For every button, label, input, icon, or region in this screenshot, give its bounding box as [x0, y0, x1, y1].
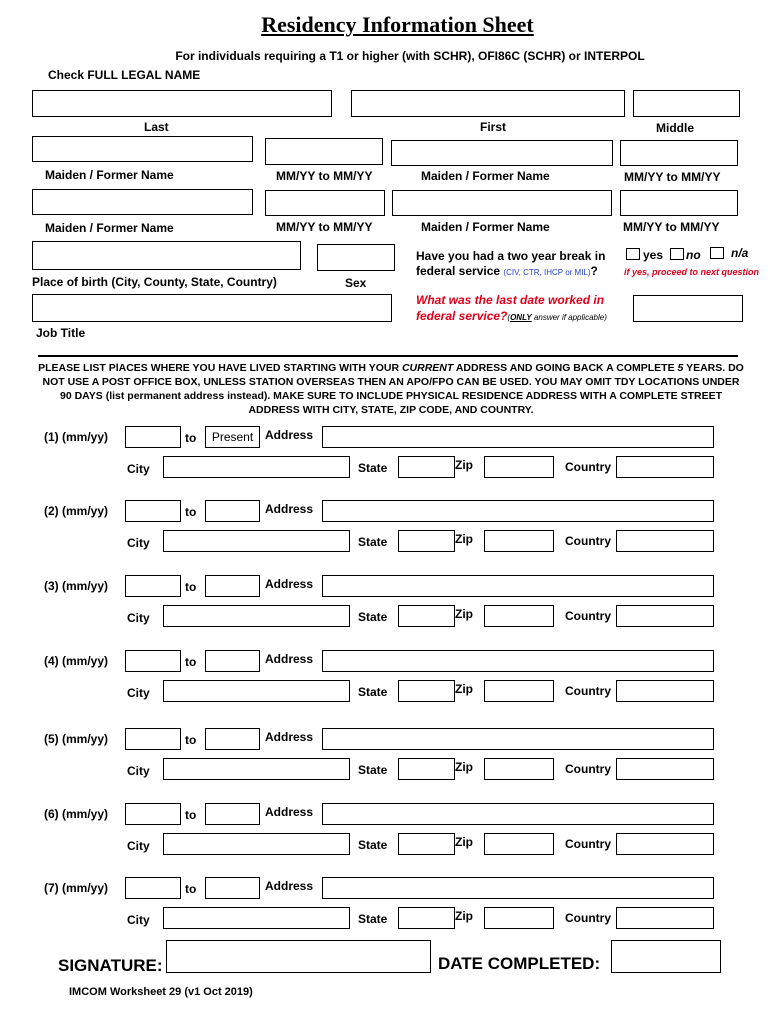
city-label: City [127, 611, 150, 625]
residence-4-to-field[interactable] [205, 650, 260, 672]
residence-4-from-field[interactable] [125, 650, 181, 672]
residence-6-from-field[interactable] [125, 803, 181, 825]
residence-instructions: PLEASE LIST PlACES WHERE YOU HAVE LIVED STARTING WITH YOUR CURRENT ADDRESS AND GOING BACK A COMPLETE 5 YEARS. DO NOT USE A POST OFFICE BOX, UNLESS STATION OVERSEAS THEN AN APO/FPO CAN BE USED. YOU MAY OMIT TDY LOCATIONS UNDER 90 DAYS (list permanent address instead). MAKE SURE TO INCLUDE PHYSICAL RESIDENCE ADDRESS WITH A COMPLETE STREET ADDRESS WITH CITY, STATE, ZIP CODE, AND COUNTRY. [38, 362, 744, 416]
yes-label: yes [643, 248, 664, 262]
residence-5-state-field[interactable] [398, 758, 455, 780]
residence-3-address-field[interactable] [322, 575, 714, 597]
residence-2-address-field[interactable] [322, 500, 714, 522]
residence-number-label: (2) (mm/yy) [44, 504, 109, 518]
address-label: Address [265, 879, 314, 893]
present-value: Present [211, 430, 254, 444]
residence-3-country-field[interactable] [616, 605, 714, 627]
former-name-3-label: Maiden / Former Name [45, 221, 174, 235]
to-label: to [185, 655, 197, 669]
residence-6-to-field[interactable] [205, 803, 260, 825]
residence-number-label: (5) (mm/yy) [44, 732, 109, 746]
country-label: Country [565, 911, 611, 925]
former-name-3-dates-field[interactable] [265, 190, 385, 216]
former-name-1-dates-label: MM/YY to MM/YY [276, 169, 373, 183]
residence-4-address-field[interactable] [322, 650, 714, 672]
residence-7-zip-field[interactable] [484, 907, 554, 929]
zip-label: Zip [455, 682, 473, 696]
break-question-line2: federal service (CIV, CTR, IHCP or MIL)? [416, 264, 598, 278]
first-name-label: First [480, 120, 507, 134]
city-label: City [127, 686, 150, 700]
address-label: Address [265, 805, 314, 819]
if-yes-note: if yes, proceed to next question [624, 267, 760, 277]
zip-label: Zip [455, 532, 473, 546]
residence-3-city-field[interactable] [163, 605, 350, 627]
sex-field[interactable] [317, 244, 395, 271]
country-label: Country [565, 460, 611, 474]
state-label: State [358, 912, 388, 926]
last-name-label: Last [144, 120, 169, 134]
only-text: ONLY [510, 313, 532, 322]
residence-4-city-field[interactable] [163, 680, 350, 702]
state-label: State [358, 763, 388, 777]
former-name-4-field[interactable] [392, 190, 612, 216]
residence-1-state-field[interactable] [398, 456, 455, 478]
city-label: City [127, 462, 150, 476]
city-label: City [127, 839, 150, 853]
job-title-field[interactable] [32, 294, 392, 322]
address-label: Address [265, 502, 314, 516]
country-label: Country [565, 762, 611, 776]
state-label: State [358, 685, 388, 699]
no-label: no [686, 248, 701, 262]
residence-number-label: (3) (mm/yy) [44, 579, 109, 593]
state-label: State [358, 461, 388, 475]
city-label: City [127, 536, 150, 550]
state-label: State [358, 535, 388, 549]
section-divider [38, 355, 738, 357]
former-name-4-dates-label: MM/YY to MM/YY [623, 220, 720, 234]
to-label: to [185, 431, 197, 445]
to-label: to [185, 882, 197, 896]
residence-5-city-field[interactable] [163, 758, 350, 780]
residence-7-address-field[interactable] [322, 877, 714, 899]
residence-6-address-field[interactable] [322, 803, 714, 825]
residence-number-label: (7) (mm/yy) [44, 881, 109, 895]
residence-2-from-field[interactable] [125, 500, 181, 522]
residence-2-zip-field[interactable] [484, 530, 554, 552]
state-label: State [358, 610, 388, 624]
city-label: City [127, 764, 150, 778]
residence-1-city-field[interactable] [163, 456, 350, 478]
former-name-1-label: Maiden / Former Name [45, 168, 174, 182]
date-completed-field[interactable] [611, 940, 721, 973]
address-label: Address [265, 577, 314, 591]
residence-7-state-field[interactable] [398, 907, 455, 929]
former-name-4-label: Maiden / Former Name [421, 220, 550, 234]
page-subtitle: For individuals requiring a T1 or higher (with SCHR), OFI86C (SCHR) or INTERPOL [175, 49, 645, 63]
date-completed-label: DATE COMPLETED: [438, 954, 601, 973]
na-checkbox[interactable] [710, 247, 724, 259]
former-name-2-dates-label: MM/YY to MM/YY [624, 170, 721, 184]
former-name-1-dates-field[interactable] [265, 138, 383, 165]
last-date-worked-field[interactable] [633, 295, 743, 322]
country-label: Country [565, 609, 611, 623]
country-label: Country [565, 837, 611, 851]
break-question-line1: Have you had a two year break in [416, 249, 606, 263]
residence-7-country-field[interactable] [616, 907, 714, 929]
residence-7-city-field[interactable] [163, 907, 350, 929]
zip-label: Zip [455, 835, 473, 849]
form-footer: IMCOM Worksheet 29 (v1 Oct 2019) [69, 986, 253, 998]
no-checkbox[interactable] [670, 248, 684, 260]
address-label: Address [265, 428, 314, 442]
residence-6-city-field[interactable] [163, 833, 350, 855]
middle-name-label: Middle [656, 121, 694, 135]
job-title-label: Job Title [36, 326, 86, 340]
residence-2-country-field[interactable] [616, 530, 714, 552]
page-title: Residency Information Sheet [261, 12, 534, 37]
residence-6-state-field[interactable] [398, 833, 455, 855]
zip-label: Zip [455, 760, 473, 774]
residence-number-label: (6) (mm/yy) [44, 807, 109, 821]
country-label: Country [565, 534, 611, 548]
sex-label: Sex [345, 276, 367, 290]
residence-4-zip-field[interactable] [484, 680, 554, 702]
to-label: to [185, 505, 197, 519]
to-label: to [185, 580, 197, 594]
residence-4-state-field[interactable] [398, 680, 455, 702]
last-name-field[interactable] [32, 90, 332, 117]
former-name-3-dates-label: MM/YY to MM/YY [276, 220, 373, 234]
residence-4-country-field[interactable] [616, 680, 714, 702]
residence-6-zip-field[interactable] [484, 833, 554, 855]
service-orgs-text: (CIV, CTR, IHCP or MIL) [503, 268, 591, 277]
residence-number-label: (4) (mm/yy) [44, 654, 109, 668]
place-of-birth-label: Place of birth (City, County, State, Country) [32, 275, 277, 289]
to-label: to [185, 808, 197, 822]
residence-1-from-field[interactable] [125, 426, 181, 448]
to-label: to [185, 733, 197, 747]
name-check-label: Check FULL LEGAL NAME [48, 68, 201, 82]
country-label: Country [565, 684, 611, 698]
residence-2-city-field[interactable] [163, 530, 350, 552]
address-label: Address [265, 652, 314, 666]
residence-7-from-field[interactable] [125, 877, 181, 899]
residence-3-state-field[interactable] [398, 605, 455, 627]
residence-5-from-field[interactable] [125, 728, 181, 750]
residence-1-address-field[interactable] [322, 426, 714, 448]
residence-6-country-field[interactable] [616, 833, 714, 855]
signature-label: SIGNATURE: [58, 956, 163, 975]
first-name-field[interactable] [351, 90, 625, 117]
residence-5-country-field[interactable] [616, 758, 714, 780]
zip-label: Zip [455, 458, 473, 472]
signature-field[interactable] [166, 940, 431, 973]
former-name-4-dates-field[interactable] [620, 190, 738, 216]
residence-number-label: (1) (mm/yy) [44, 430, 109, 444]
residence-1-country-field[interactable] [616, 456, 714, 478]
zip-label: Zip [455, 607, 473, 621]
middle-name-field[interactable] [633, 90, 740, 117]
residence-3-from-field[interactable] [125, 575, 181, 597]
residence-5-address-field[interactable] [322, 728, 714, 750]
na-label: n/a [731, 246, 749, 260]
zip-label: Zip [455, 909, 473, 923]
place-of-birth-field[interactable] [32, 241, 301, 270]
former-name-2-label: Maiden / Former Name [421, 169, 550, 183]
former-name-3-field[interactable] [32, 189, 253, 215]
yes-checkbox[interactable] [626, 248, 640, 260]
former-name-1-field[interactable] [32, 136, 253, 162]
residence-7-to-field[interactable] [205, 877, 260, 899]
city-label: City [127, 913, 150, 927]
residence-5-zip-field[interactable] [484, 758, 554, 780]
residence-3-to-field[interactable] [205, 575, 260, 597]
residence-1-zip-field[interactable] [484, 456, 554, 478]
residence-5-to-field[interactable] [205, 728, 260, 750]
address-label: Address [265, 730, 314, 744]
former-name-2-dates-field[interactable] [620, 140, 738, 166]
former-name-2-field[interactable] [391, 140, 613, 166]
residence-1-to-field[interactable] [205, 426, 260, 448]
state-label: State [358, 838, 388, 852]
residence-3-zip-field[interactable] [484, 605, 554, 627]
last-date-question-line1: What was the last date worked in [416, 293, 605, 307]
residence-2-to-field[interactable] [205, 500, 260, 522]
residence-2-state-field[interactable] [398, 530, 455, 552]
last-date-question-line2: federal service?(ONLY answer if applicable) [416, 309, 607, 323]
